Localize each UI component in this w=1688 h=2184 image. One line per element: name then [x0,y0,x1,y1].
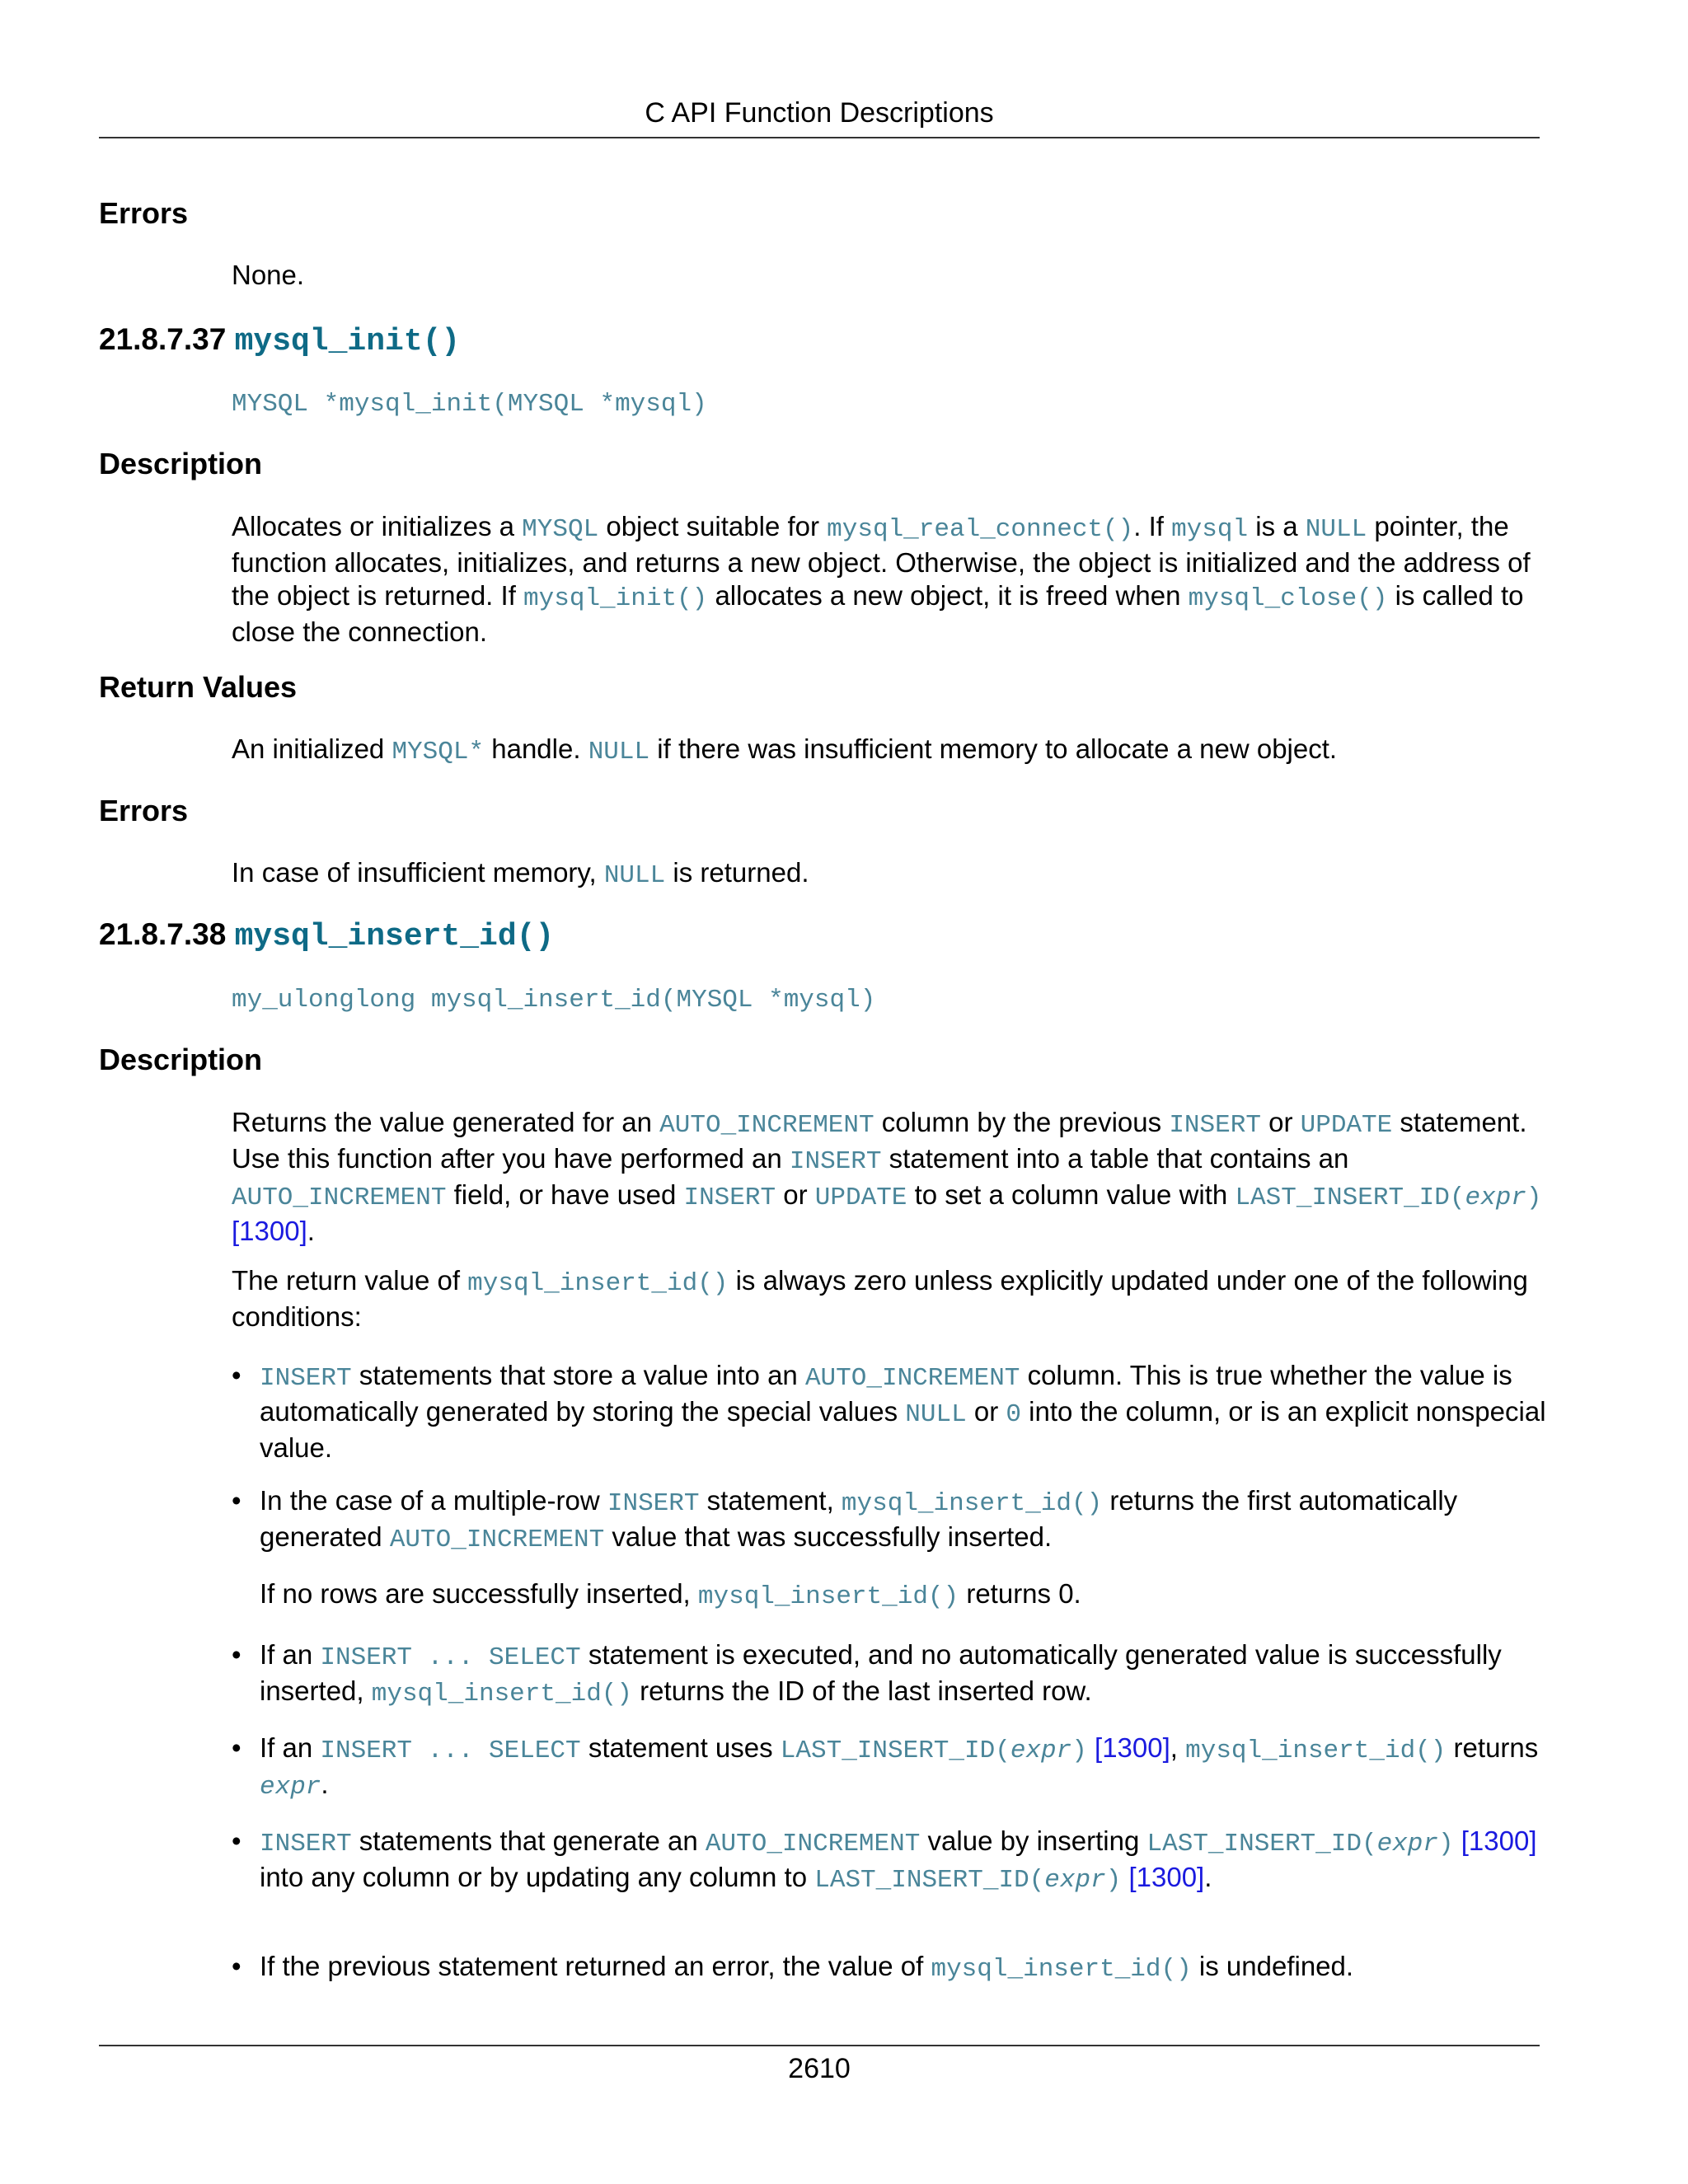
errors-text: None. [232,260,305,290]
footer-rule [99,2045,1540,2046]
errors-heading: Errors [99,196,189,230]
description-heading: Description [99,447,263,480]
description-paragraph: Allocates or initializes a MYSQL object suitable for mysql_real_connect(). If mysql is a NULL pointer, the function allocates, initializes, and returns a new object. Otherwise, the object is initialized and the address of the object is returned. If mysql_init() allocates a new object, it is freed when mysql_close() is called to close the connection. [232,511,1531,647]
bullet-glyph: • [232,1732,241,1763]
return-values-paragraph: An initialized MYSQL* handle. NULL if there was insufficient memory to allocate a new object. [232,733,1338,766]
function-synopsis: my_ulonglong mysql_insert_id(MYSQL *mysql) [232,986,876,1015]
section-function-name[interactable]: mysql_init() [234,324,461,359]
section-heading-mysql-insert-id [99,915,554,957]
bullet-glyph: • [232,1825,241,1856]
page-number: 2610 [788,2053,851,2084]
xref-link[interactable]: [1300] [1086,1732,1170,1763]
bullet-glyph: • [232,1360,241,1390]
section-heading-mysql-init [99,320,460,362]
running-header-title: C API Function Descriptions [645,97,994,129]
function-synopsis: MYSQL *mysql_init(MYSQL *mysql) [232,390,707,419]
xref-link[interactable]: [1300] [1453,1825,1537,1856]
description-paragraph-1: Returns the value generated for an AUTO_INCREMENT column by the previous INSERT or UPDATE statement. Use this function after you have performed an INSERT statement into a table that contains an AUTO_INCREMENT field, or have used INSERT or UPDATE to set a column value with LAST_INSERT_ID(expr) [1300]. [232,1107,1542,1246]
section-number: 21.8.7.38 [99,917,227,951]
section-number: 21.8.7.37 [99,322,227,356]
errors-heading-2: Errors [99,794,189,827]
xref-link[interactable]: [1300] [232,1216,307,1246]
return-values-heading: Return Values [99,670,298,704]
description-paragraph-2: The return value of mysql_insert_id() is always zero unless explicitly updated under one of the following conditions: [232,1265,1528,1332]
xref-link[interactable]: [1300] [1121,1862,1205,1892]
errors-paragraph: In case of insufficient memory, NULL is returned. [232,857,809,890]
description-heading: Description [99,1043,263,1076]
bullet-glyph: • [232,1951,241,1981]
bullet-glyph: • [232,1485,241,1516]
bullet-glyph: • [232,1639,241,1670]
header-rule [99,137,1540,138]
section-function-name[interactable]: mysql_insert_id() [234,919,555,954]
